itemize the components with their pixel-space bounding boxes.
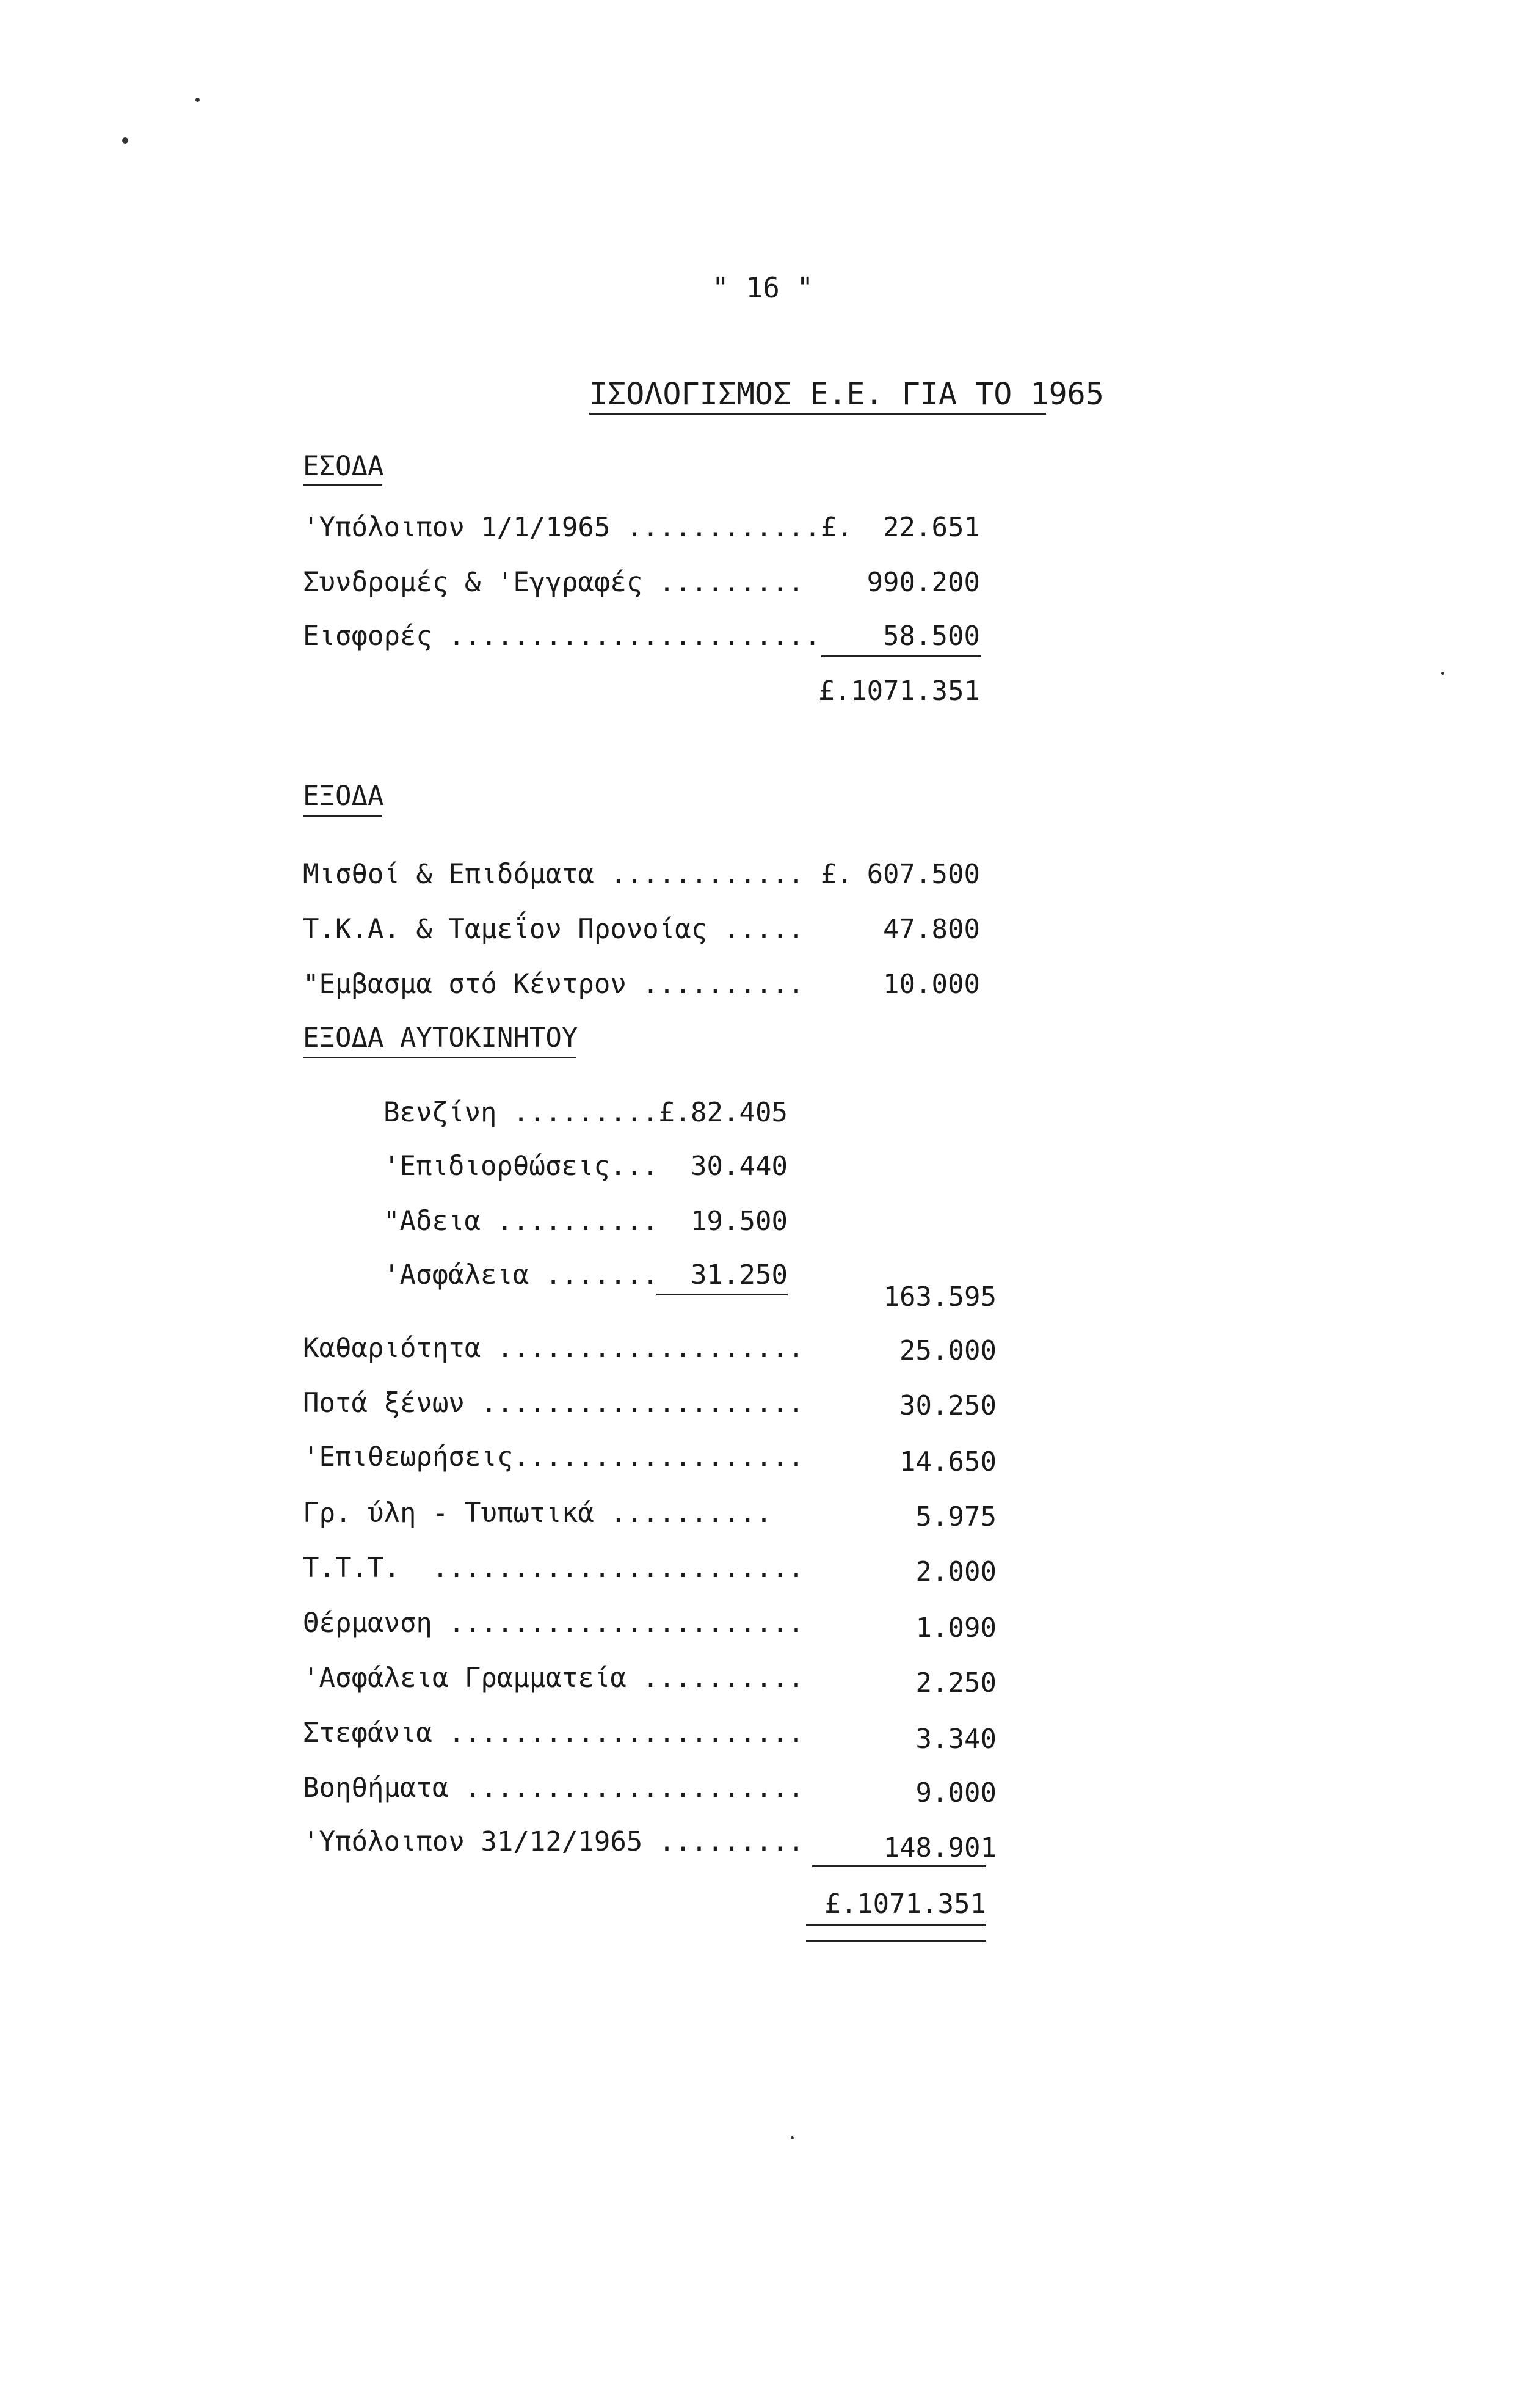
income-total: £.1071.351 [818,675,980,707]
income-sum-rule [821,655,981,657]
car-expense-label: 'Επιδιορθώσεις... [383,1151,659,1182]
expenses-heading-underline [303,815,382,817]
expense-row-label: 'Επιθεωρήσεις.................. [303,1441,805,1473]
car-expense-amount: 30.440 [691,1151,788,1182]
scan-speck [1441,672,1444,675]
expense-row-label: Βοηθήματα ..................... [303,1772,805,1804]
expense-row-label: Τ.Τ.Τ. ....................... [303,1553,805,1584]
expense-row-amount: 148.901 [883,1832,997,1863]
expenses-total-double-rule-top [806,1924,986,1926]
expense-row-label: Γρ. ύλη - Τυπωτικά .......... [303,1498,772,1529]
car-expense-label: 'Ασφάλεια ....... [383,1259,659,1291]
expense-row-label: Καθαριότητα ................... [303,1333,805,1364]
expense-row-label: Μισθοί & Επιδόματα ............ £. [303,859,853,890]
income-row-label: 'Υπόλοιπον 1/1/1965 ............£. [303,512,853,543]
expense-row-label: Θέρμανση ...................... [303,1608,805,1639]
expense-row-label: Ποτά ξένων .................... [303,1388,805,1419]
expense-row-amount: 14.650 [899,1446,997,1477]
car-subtotal: 163.595 [883,1281,997,1313]
car-expense-label: Βενζίνη .........£. [383,1097,691,1128]
car-expenses-heading-underline [303,1057,576,1058]
car-expense-label: "Αδεια .......... [383,1206,659,1237]
scan-speck [791,2136,794,2139]
expense-row-amount: 3.340 [915,1724,997,1755]
expense-row-amount: 1.090 [915,1612,997,1644]
income-heading: ΕΣΟΔΑ [303,451,384,482]
income-row-amount: 990.200 [866,567,980,598]
expenses-total: £.1071.351 [824,1888,986,1920]
income-row-label: Εισφορές ....................... [303,621,821,652]
expense-row-label: Τ.Κ.Α. & Ταμεΐον Προνοίας ..... [303,914,805,945]
income-row-amount: 58.500 [883,621,980,652]
expense-row-amount: 5.975 [915,1501,997,1532]
expense-row-label: 'Ασφάλεια Γραμματεία .......... [303,1662,805,1694]
income-row-amount: 22.651 [883,512,980,543]
car-expenses-heading: ΕΞΟΔΑ ΑΥΤΟΚΙΝΗΤΟΥ [303,1022,578,1054]
income-heading-underline [303,484,382,486]
car-expense-amount: 19.500 [691,1206,788,1237]
title-underline [589,413,1046,415]
car-sum-rule [656,1294,788,1295]
expense-row-label: "Εμβασμα στό Κέντρον .......... [303,969,805,1000]
car-expense-amount: 82.405 [691,1097,788,1128]
income-row-label: Συνδρομές & 'Εγγραφές ......... [303,567,805,598]
page-number: " 16 " [712,271,814,304]
expenses-heading: ΕΞΟΔΑ [303,781,384,812]
expense-row-amount: 25.000 [899,1335,997,1366]
scan-speck [195,98,200,102]
scan-speck [122,137,128,144]
car-expense-amount: 31.250 [691,1259,788,1291]
document-title: ΙΣΟΛΟΓΙΣΜΟΣ Ε.Ε. ΓΙΑ ΤΟ 1965 [589,376,1104,412]
expense-row-label: 'Υπόλοιπον 31/12/1965 ......... [303,1826,805,1857]
expense-row-amount: 9.000 [915,1777,997,1808]
expense-row-amount: 47.800 [883,914,980,945]
expense-row-amount: 10.000 [883,969,980,1000]
expenses-sum-rule [812,1865,986,1867]
expense-row-amount: 2.250 [915,1667,997,1699]
expense-row-label: Στεφάνια ...................... [303,1717,805,1749]
expense-row-amount: 2.000 [915,1556,997,1587]
expense-row-amount: 607.500 [866,859,980,890]
expenses-total-double-rule-bottom [806,1940,986,1942]
expense-row-amount: 30.250 [899,1390,997,1421]
